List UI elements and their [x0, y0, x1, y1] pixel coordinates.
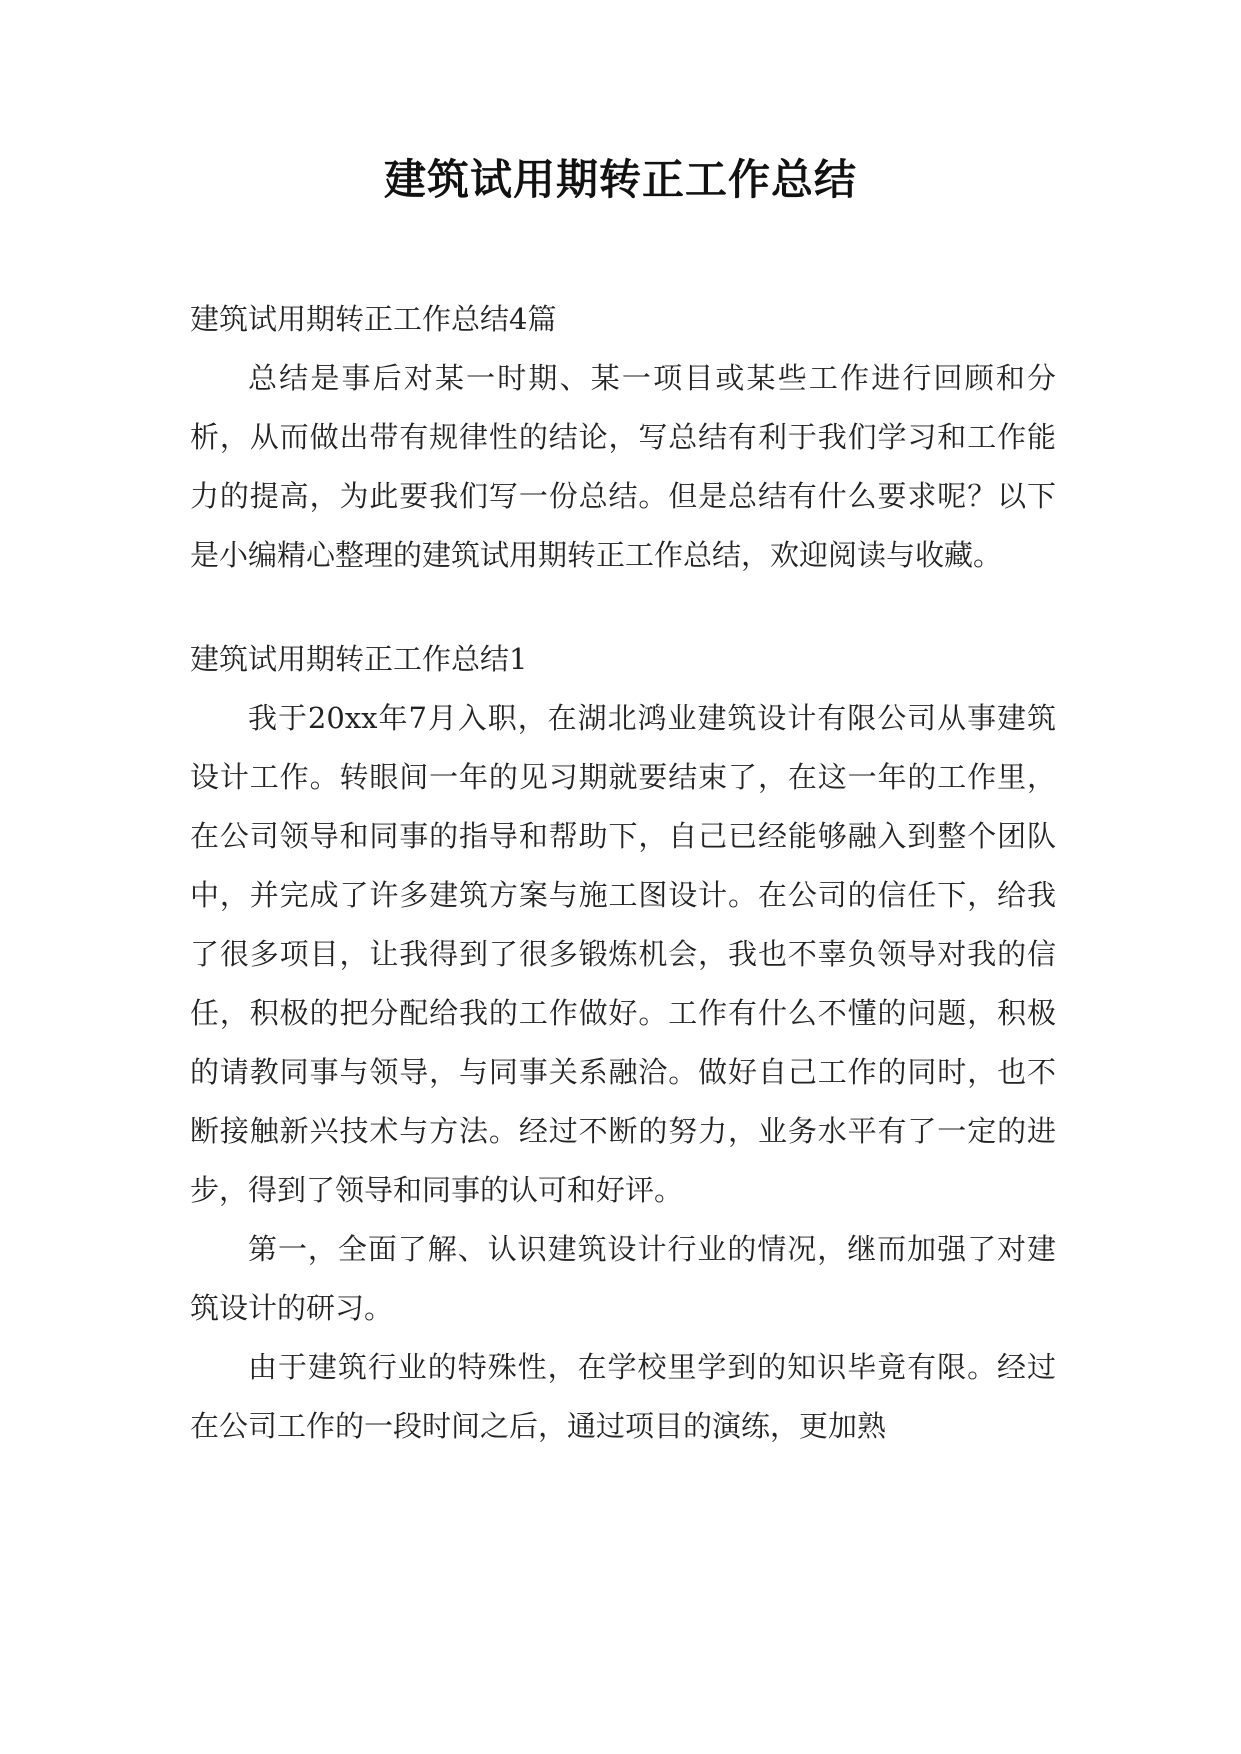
body-paragraph: 第一，全面了解、认识建筑设计行业的情况，继而加强了对建筑设计的研习。	[190, 1232, 1056, 1325]
intro-paragraph: 总结是事后对某一时期、某一项目或某些工作进行回顾和分析，从而做出带有规律性的结论，写总结有利于我们学习和工作能力的提高，为此要我们写一份总结。但是总结有什么要求呢？以下是小编精心整理的建筑试用期转正工作总结，欢迎阅读与收藏。	[190, 361, 1056, 572]
document-body	[190, 290, 1056, 1456]
document-subtitle: 建筑试用期转正工作总结4篇	[190, 302, 557, 336]
document-title: 建筑试用期转正工作总结	[383, 155, 857, 204]
section-heading: 建筑试用期转正工作总结1	[190, 642, 528, 676]
body-paragraph: 由于建筑行业的特殊性，在学校里学到的知识毕竟有限。经过在公司工作的一段时间之后，通过项目的演练，更加熟	[190, 1350, 1056, 1443]
body-paragraph: 我于20xx年7月入职，在湖北鸿业建筑设计有限公司从事建筑设计工作。转眼间一年的见习期就要结束了，在这一年的工作里，在公司领导和同事的指导和帮助下，自己已经能够融入到整个团队中，并完成了许多建筑方案与施工图设计。在公司的信任下，给我了很多项目，让我得到了很多锻炼机会，我也不辜负领导对我的信任，积极的把分配给我的工作做好。工作有什么不懂的问题，积极的请教同事与领导，与同事关系融洽。做好自己工作的同时，也不断接触新兴技术与方法。经过不断的努力，业务水平有了一定的进步，得到了领导和同事的认可和好评。	[190, 701, 1056, 1207]
